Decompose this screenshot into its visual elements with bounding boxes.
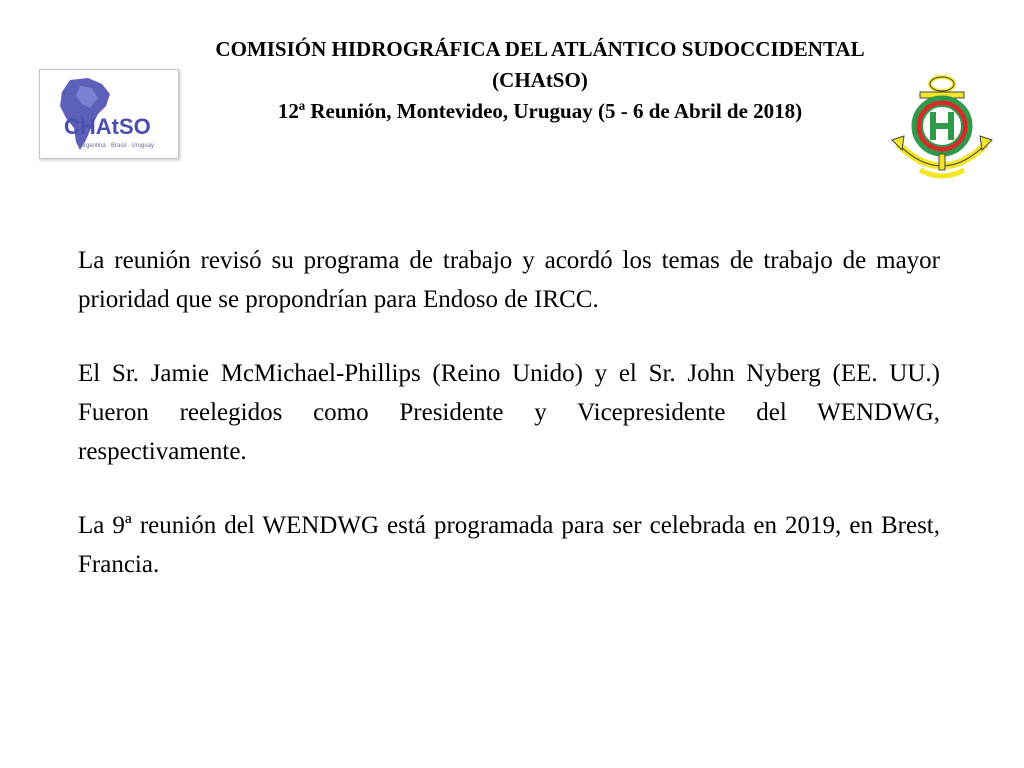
chatso-logo-text: CHAtSO xyxy=(64,114,151,139)
paragraph-reelection: El Sr. Jamie McMichael-Phillips (Reino Unido) y el Sr. John Nyberg (EE. UU.) Fueron reelegidos como Presidente y Vicepresidente del WENDWG, respectivamente. xyxy=(78,360,940,465)
paragraph-priorities: La reunión revisó su programa de trabajo y acordó los temas de trabajo de mayor prioridad que se propondrían para Endoso de IRCC. xyxy=(78,247,940,313)
iho-emblem-icon xyxy=(890,70,994,186)
header-meeting: 12ª Reunión, Montevideo, Uruguay (5 - 6 de Abril de 2018) xyxy=(277,99,803,123)
chatso-logo xyxy=(39,69,179,159)
slide-header xyxy=(120,34,960,127)
paragraph-next-meeting: La 9ª reunión del WENDWG está programada para ser celebrada en 2019, en Brest, Francia. xyxy=(78,512,940,578)
header-acronym: (CHAtSO) xyxy=(492,68,588,92)
slide-body xyxy=(78,241,940,619)
header-title: COMISIÓN HIDROGRÁFICA DEL ATLÁNTICO SUDOCCIDENTAL xyxy=(215,37,865,61)
chatso-logo-icon xyxy=(40,70,178,158)
chatso-logo-subtext: Argentina · Brasil · Uruguay xyxy=(80,143,155,149)
iho-emblem xyxy=(890,70,994,186)
